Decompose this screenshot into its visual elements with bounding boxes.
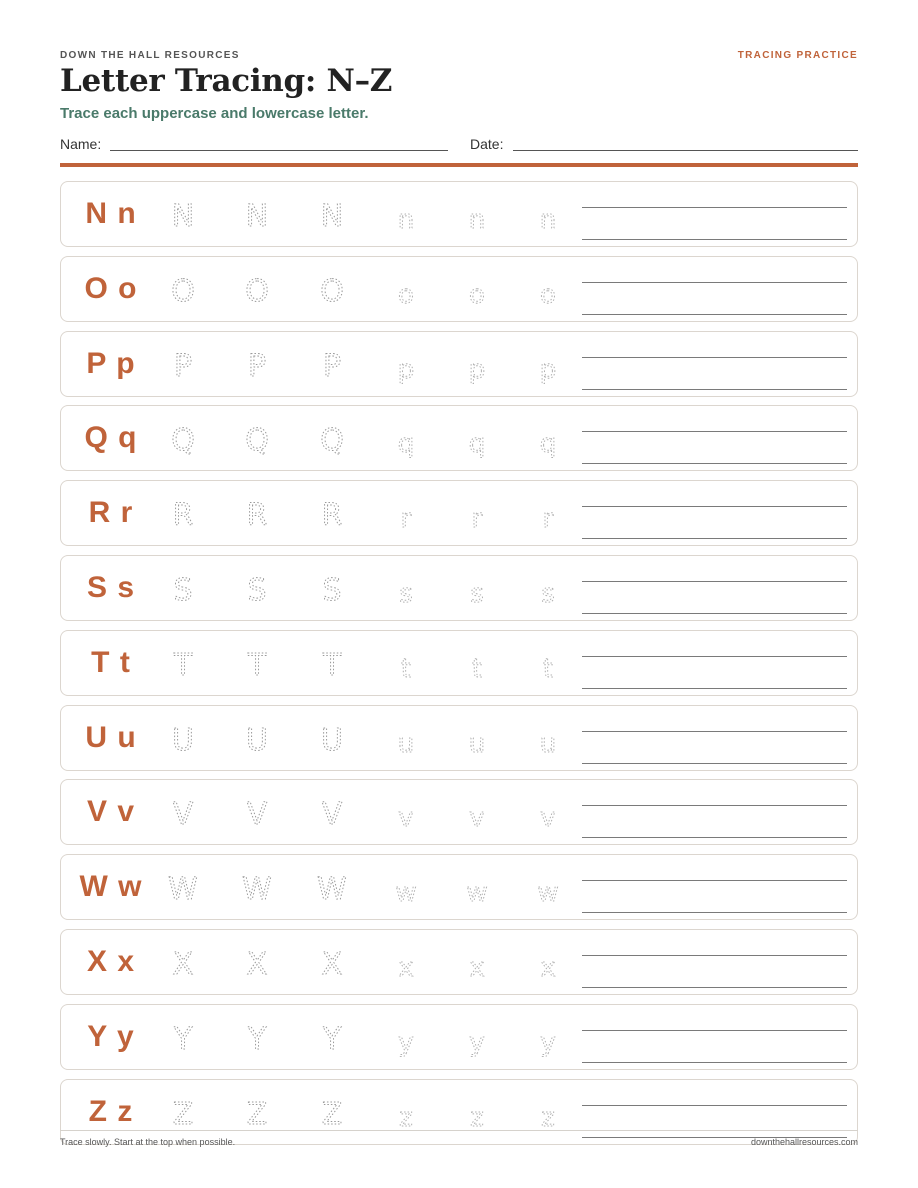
writing-line-top[interactable] — [582, 282, 847, 283]
writing-line-bottom[interactable] — [582, 314, 847, 315]
trace-uppercase-letter: V — [172, 797, 194, 833]
trace-uppercase-letter: X — [172, 946, 194, 982]
trace-lowercase-letter: x — [540, 952, 556, 983]
footer-divider — [60, 1130, 858, 1131]
trace-lowercase-letter: v — [540, 803, 556, 834]
trace-lowercase-letter: r — [400, 504, 412, 535]
trace-lowercase-letter: u — [397, 728, 415, 759]
writing-line-bottom[interactable] — [582, 763, 847, 764]
tracing-row — [60, 705, 858, 771]
trace-uppercase-letter: O — [245, 273, 269, 309]
tracing-row — [60, 555, 858, 621]
trace-uppercase-letter: S — [322, 572, 342, 608]
trace-lowercase-letter: n — [468, 205, 486, 235]
trace-lowercase-letter: t — [400, 653, 412, 684]
trace-lowercase-letter: p — [539, 354, 557, 385]
trace-lowercase-letter: o — [469, 279, 485, 310]
writing-line-bottom[interactable] — [582, 688, 847, 689]
trace-lowercase-letter: t — [542, 653, 554, 684]
trace-uppercase-letter: T — [322, 647, 342, 683]
writing-line-bottom[interactable] — [582, 239, 847, 240]
writing-line-bottom[interactable] — [582, 987, 847, 988]
trace-uppercase-letter: P — [322, 348, 342, 384]
model-letter-pair: R r — [88, 496, 134, 530]
tracing-letters — [161, 257, 581, 321]
trace-lowercase-letter: r — [471, 504, 483, 535]
model-letter-pair: Q q — [84, 421, 138, 455]
tracing-letters — [161, 1080, 581, 1144]
trace-lowercase-letter: y — [469, 1027, 485, 1058]
trace-uppercase-letter: Y — [247, 1021, 267, 1057]
brand-name: DOWN THE HALL RESOURCES — [60, 50, 240, 61]
tracing-letters — [161, 855, 581, 919]
trace-uppercase-letter: W — [317, 872, 347, 908]
tracing-row — [60, 1079, 858, 1145]
trace-uppercase-letter: T — [173, 647, 193, 683]
trace-uppercase-letter: R — [172, 498, 194, 534]
trace-lowercase-letter: w — [395, 878, 417, 909]
header-divider — [60, 163, 858, 167]
trace-uppercase-letter: R — [321, 498, 343, 534]
model-letter-pair: T t — [91, 645, 131, 679]
trace-lowercase-letter: t — [471, 653, 483, 684]
trace-lowercase-letter: q — [539, 429, 557, 460]
writing-line-top[interactable] — [582, 207, 847, 208]
trace-uppercase-letter: O — [320, 273, 344, 309]
trace-lowercase-letter: z — [541, 1102, 555, 1133]
trace-uppercase-letter: Z — [321, 1096, 343, 1132]
tracing-row — [60, 405, 858, 471]
trace-uppercase-letter: N — [245, 199, 269, 234]
trace-uppercase-letter: W — [168, 872, 198, 908]
model-letter-pair: Z z — [88, 1094, 134, 1128]
trace-lowercase-letter: r — [542, 504, 554, 535]
trace-lowercase-letter: u — [539, 728, 557, 759]
tracing-row — [60, 480, 858, 546]
tracing-row — [60, 181, 858, 247]
name-label: Name: — [60, 136, 102, 152]
tracing-rows — [60, 181, 858, 1153]
trace-uppercase-letter: Q — [171, 423, 195, 459]
model-letter-pair: N n — [85, 197, 137, 230]
trace-lowercase-letter: q — [468, 429, 486, 460]
model-letter-pair: V v — [86, 795, 136, 829]
trace-lowercase-letter: x — [398, 952, 414, 983]
tracing-letters — [161, 481, 581, 545]
trace-uppercase-letter: S — [173, 572, 193, 608]
trace-lowercase-letter: s — [541, 578, 555, 609]
trace-uppercase-letter: V — [321, 797, 343, 833]
trace-uppercase-letter: O — [171, 273, 195, 309]
page-subtitle: Trace each uppercase and lowercase letter. — [60, 105, 369, 122]
trace-uppercase-letter: X — [246, 946, 268, 982]
trace-uppercase-letter: X — [321, 946, 343, 982]
tracing-letters — [161, 1005, 581, 1069]
date-field[interactable] — [513, 150, 858, 151]
trace-lowercase-letter: w — [537, 878, 559, 909]
writing-line-top[interactable] — [582, 1030, 847, 1031]
trace-lowercase-letter: w — [466, 878, 488, 909]
trace-uppercase-letter: Y — [322, 1021, 342, 1057]
trace-lowercase-letter: y — [398, 1027, 414, 1058]
trace-uppercase-letter: V — [246, 797, 268, 833]
model-letter-pair: W w — [79, 870, 143, 904]
trace-uppercase-letter: N — [320, 199, 344, 234]
footer-website: downthehallresources.com — [750, 1137, 858, 1147]
writing-line-top[interactable] — [582, 1105, 847, 1106]
tracing-letters — [161, 406, 581, 470]
trace-lowercase-letter: p — [397, 354, 415, 385]
model-letter-pair: O o — [84, 271, 138, 305]
writing-line-top[interactable] — [582, 357, 847, 358]
writing-line-top[interactable] — [582, 506, 847, 507]
name-field[interactable] — [110, 150, 448, 151]
tracing-row — [60, 1004, 858, 1070]
writing-line-top[interactable] — [582, 955, 847, 956]
model-letter-pair: U u — [85, 720, 137, 754]
writing-line-bottom[interactable] — [582, 389, 847, 390]
trace-lowercase-letter: z — [470, 1102, 484, 1133]
tracing-row — [60, 331, 858, 397]
writing-line-bottom[interactable] — [582, 463, 847, 464]
trace-uppercase-letter: R — [246, 498, 268, 534]
trace-uppercase-letter: T — [247, 647, 267, 683]
trace-lowercase-letter: s — [399, 578, 413, 609]
trace-lowercase-letter: o — [540, 279, 556, 310]
trace-lowercase-letter: n — [397, 205, 415, 235]
trace-uppercase-letter: Q — [245, 423, 269, 459]
writing-line-bottom[interactable] — [582, 1062, 847, 1063]
trace-uppercase-letter: Z — [172, 1096, 194, 1132]
model-letter-pair: Y y — [87, 1019, 135, 1053]
writing-line-top[interactable] — [582, 656, 847, 657]
tracing-letters — [161, 780, 581, 844]
trace-uppercase-letter: Y — [173, 1021, 193, 1057]
trace-lowercase-letter: u — [468, 728, 486, 759]
trace-lowercase-letter: s — [470, 578, 484, 609]
trace-uppercase-letter: P — [247, 348, 267, 384]
writing-line-top[interactable] — [582, 880, 847, 881]
trace-uppercase-letter: U — [172, 722, 194, 758]
writing-line-bottom[interactable] — [582, 538, 847, 539]
trace-uppercase-letter: U — [246, 722, 268, 758]
trace-uppercase-letter: Z — [246, 1096, 268, 1132]
tracing-row — [60, 630, 858, 696]
trace-lowercase-letter: x — [469, 952, 485, 983]
writing-line-top[interactable] — [582, 431, 847, 432]
tracing-letters — [161, 706, 581, 770]
tracing-letters — [161, 631, 581, 695]
writing-line-bottom[interactable] — [582, 613, 847, 614]
model-letter-pair: P p — [86, 346, 136, 380]
page-title: Letter Tracing: N–Z — [60, 63, 393, 99]
writing-line-bottom[interactable] — [582, 837, 847, 838]
trace-uppercase-letter: Q — [320, 423, 344, 459]
trace-uppercase-letter: W — [242, 872, 272, 908]
writing-line-top[interactable] — [582, 581, 847, 582]
trace-uppercase-letter: N — [171, 199, 195, 234]
trace-lowercase-letter: v — [398, 803, 414, 834]
tracing-row — [60, 256, 858, 322]
trace-lowercase-letter: p — [468, 354, 486, 385]
writing-line-top[interactable] — [582, 805, 847, 806]
tracing-letters — [161, 930, 581, 994]
trace-lowercase-letter: n — [539, 205, 557, 235]
tracing-letters — [161, 332, 581, 396]
trace-lowercase-letter: z — [399, 1102, 413, 1133]
trace-uppercase-letter: P — [173, 348, 193, 384]
writing-line-top[interactable] — [582, 731, 847, 732]
writing-line-bottom[interactable] — [582, 912, 847, 913]
date-label: Date: — [470, 136, 504, 152]
model-letter-pair: X x — [86, 944, 136, 978]
worksheet-tag: TRACING PRACTICE — [737, 50, 858, 61]
trace-lowercase-letter: o — [398, 279, 414, 310]
trace-lowercase-letter: y — [540, 1027, 556, 1058]
tracing-letters — [161, 556, 581, 620]
trace-lowercase-letter: q — [397, 429, 415, 460]
tracing-row — [60, 779, 858, 845]
footer-instruction: Trace slowly. Start at the top when possible. — [60, 1137, 236, 1147]
tracing-letters — [161, 182, 581, 246]
trace-lowercase-letter: v — [469, 803, 485, 834]
trace-uppercase-letter: S — [247, 572, 267, 608]
trace-uppercase-letter: U — [321, 722, 343, 758]
tracing-row — [60, 929, 858, 995]
tracing-row — [60, 854, 858, 920]
model-letter-pair: S s — [86, 570, 136, 604]
